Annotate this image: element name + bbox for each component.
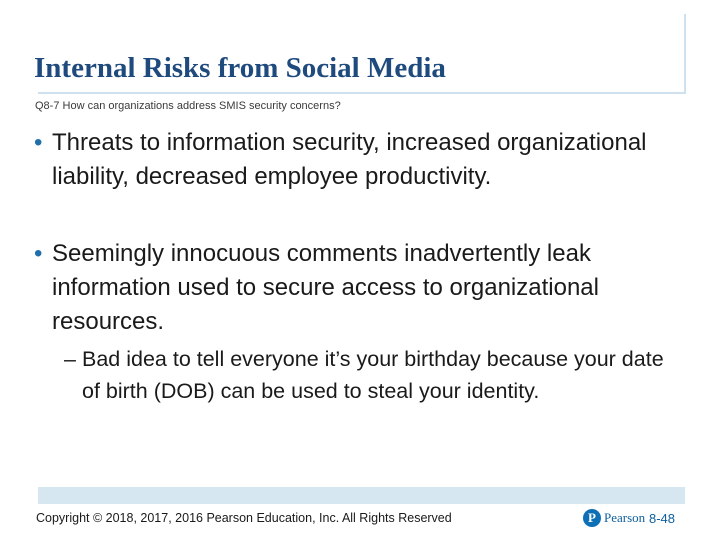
copyright-notice: Copyright © 2018, 2017, 2016 Pearson Education, Inc. All Rights Reserved (36, 511, 452, 525)
sub-bullet-birthday (64, 343, 682, 407)
pearson-p-icon: P (583, 509, 601, 527)
sub-bullet-text: Bad idea to tell everyone it’s your birthday because your date of birth (DOB) can be used to steal your identity. (82, 347, 664, 403)
bullet-item-threats (34, 126, 672, 194)
bullet-text: Threats to information security, increased organizational liability, decreased employee productivity. (52, 129, 647, 190)
pearson-wordmark: Pearson (604, 510, 646, 525)
bullet-marker: • (34, 129, 43, 156)
footer-bar (38, 487, 685, 504)
header-vertical-rule (684, 14, 686, 94)
bullet-marker: • (34, 240, 43, 267)
page-number: 8-48 (649, 511, 676, 526)
slide-title: Internal Risks from Social Media (34, 52, 446, 84)
header-horizontal-rule (38, 92, 686, 94)
pearson-logo (583, 509, 645, 527)
sub-bullet-marker: – (64, 347, 76, 371)
bullet-item-comments (34, 237, 692, 339)
slide-subtitle: Q8-7 How can organizations address SMIS security concerns? (35, 100, 341, 112)
bullet-text: Seemingly innocuous comments inadvertently leak information used to secure access to organizational resources. (52, 240, 599, 335)
